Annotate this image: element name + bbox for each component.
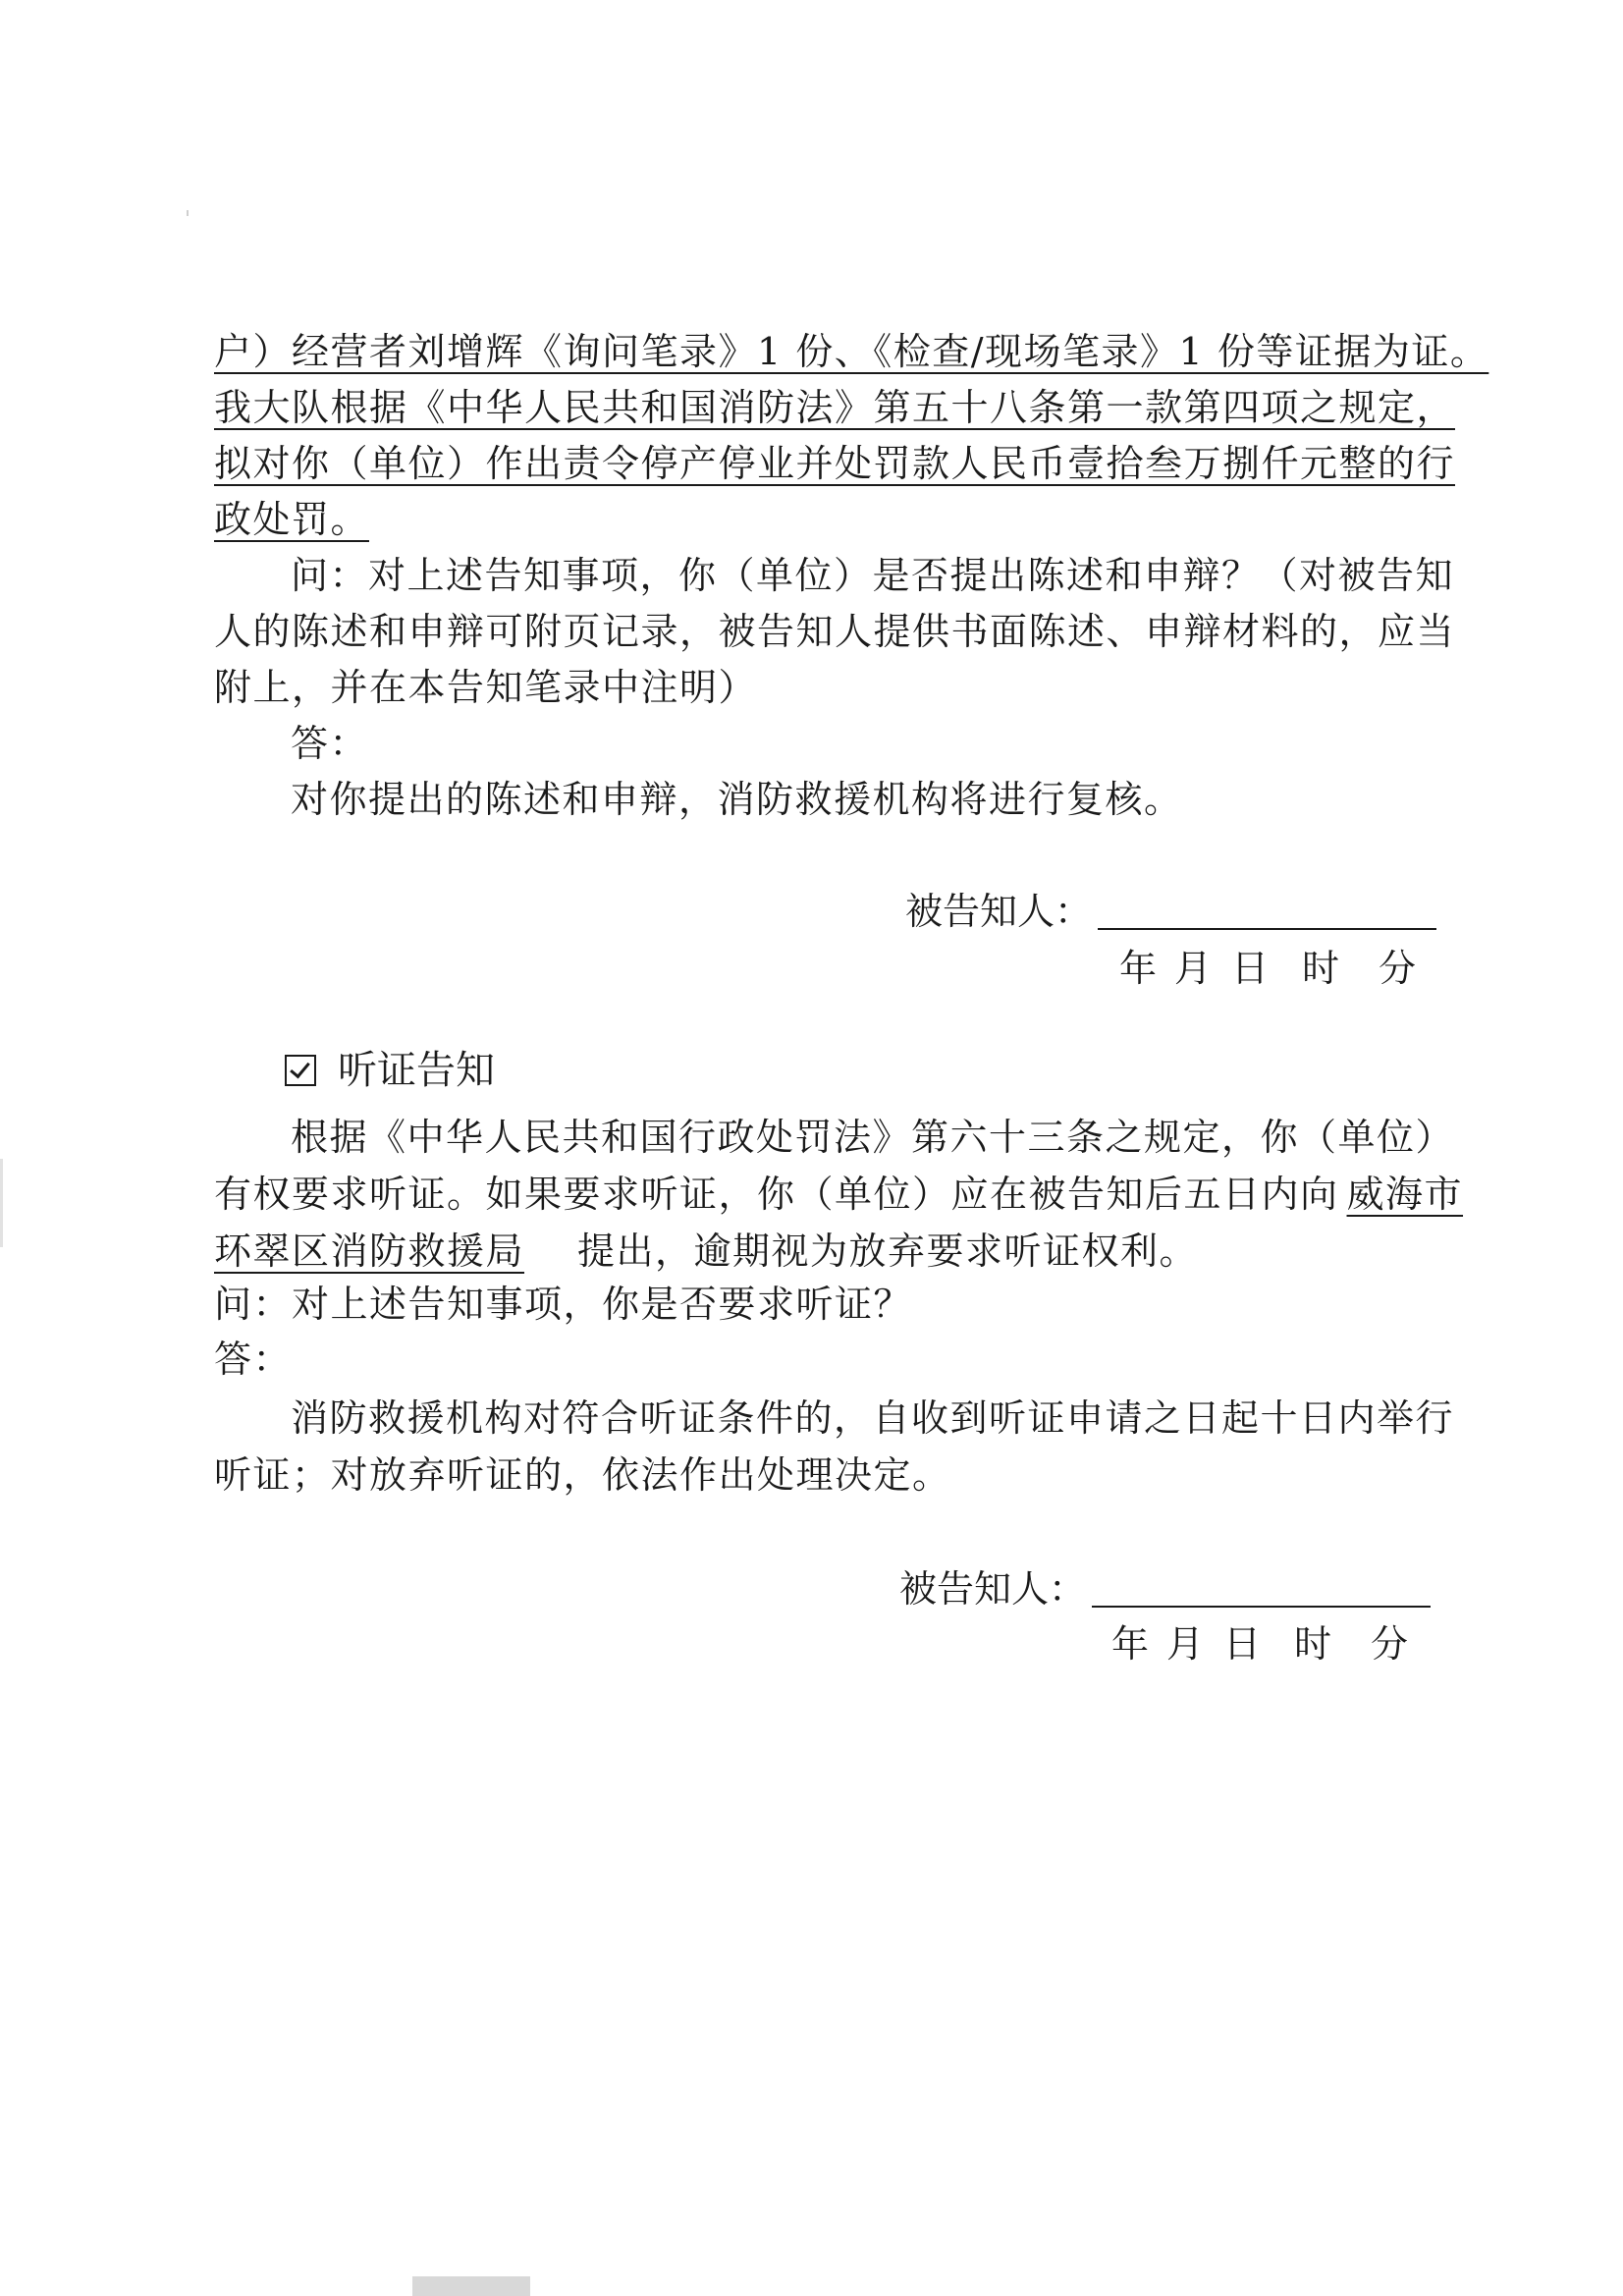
hearing-signature-row <box>899 1561 1431 1616</box>
hearing-body-line-2: 有权要求听证。如果要求听证，你（单位）应在被告知后五日内向 威海市 <box>214 1167 1424 1222</box>
notice-line-1: 户）经营者刘增辉《询问笔录》1 份、《检查/现场笔录》1 份等证据为证。 <box>214 330 1489 373</box>
date-day: 日 <box>1223 1622 1264 1666</box>
signature-label: 被告知人： <box>905 890 1093 933</box>
date-month: 月 <box>1166 1622 1207 1666</box>
hearing-body-line-1: 根据《中华人民共和国行政处罚法》第六十三条之规定，你（单位） <box>291 1116 1455 1159</box>
statement-question-line-3: 附上，并在本告知笔录中注明） <box>214 666 758 709</box>
scan-edge-mark <box>0 1159 3 1247</box>
hearing-note-line-2: 听证；对放弃听证的，依法作出处理决定。 <box>214 1453 951 1497</box>
hearing-heading <box>285 1043 495 1098</box>
hearing-authority-part-2: 环翠区消防救援局 <box>214 1230 525 1273</box>
date-year: 年 <box>1111 1622 1152 1666</box>
hearing-authority-part-1: 威海市 <box>1346 1173 1464 1216</box>
hearing-answer-label: 答： <box>214 1338 293 1381</box>
review-text: 对你提出的陈述和申辩，消防救援机构将进行复核。 <box>291 778 1183 821</box>
notice-line-4: 政处罚。 <box>214 498 370 541</box>
statement-question-line-1: 问：对上述告知事项，你（单位）是否提出陈述和申辩？（对被告知 <box>291 554 1455 597</box>
checkbox-checked-icon[interactable] <box>285 1055 316 1086</box>
date-minute: 分 <box>1371 1622 1411 1666</box>
scan-speck <box>187 210 189 216</box>
date-year: 年 <box>1119 947 1160 990</box>
hearing-question: 问：对上述告知事项，你是否要求听证？ <box>214 1283 913 1326</box>
signature-label: 被告知人： <box>899 1567 1087 1611</box>
date-minute: 分 <box>1379 947 1419 990</box>
date-month: 月 <box>1174 947 1215 990</box>
scan-bottom-strip <box>412 2276 530 2296</box>
date-day: 日 <box>1231 947 1271 990</box>
statement-question-line-2: 人的陈述和申辩可附页记录，被告知人提供书面陈述、申辩材料的，应当 <box>214 610 1456 653</box>
notice-line-3: 拟对你（单位）作出责令停产停业并处罚款人民币壹拾叁万捌仟元整的行 <box>214 442 1456 485</box>
notice-date-row <box>1119 941 1418 996</box>
date-hour: 时 <box>1302 947 1342 990</box>
date-hour: 时 <box>1294 1622 1334 1666</box>
notice-line-2: 我大队根据《中华人民共和国消防法》第五十八条第一款第四项之规定， <box>214 386 1456 429</box>
hearing-note-line-1: 消防救援机构对符合听证条件的，自收到听证申请之日起十日内举行 <box>291 1396 1455 1440</box>
hearing-body-line-3: 环翠区消防救援局 提出，逾期视为放弃要求听证权利。 <box>214 1230 1199 1273</box>
signature-field[interactable] <box>1092 1568 1431 1608</box>
hearing-date-row <box>1111 1616 1410 1671</box>
statement-answer-label: 答： <box>291 722 369 765</box>
signature-field[interactable] <box>1098 891 1436 930</box>
hearing-title: 听证告知 <box>338 1048 495 1093</box>
notice-signature-row <box>905 884 1436 939</box>
